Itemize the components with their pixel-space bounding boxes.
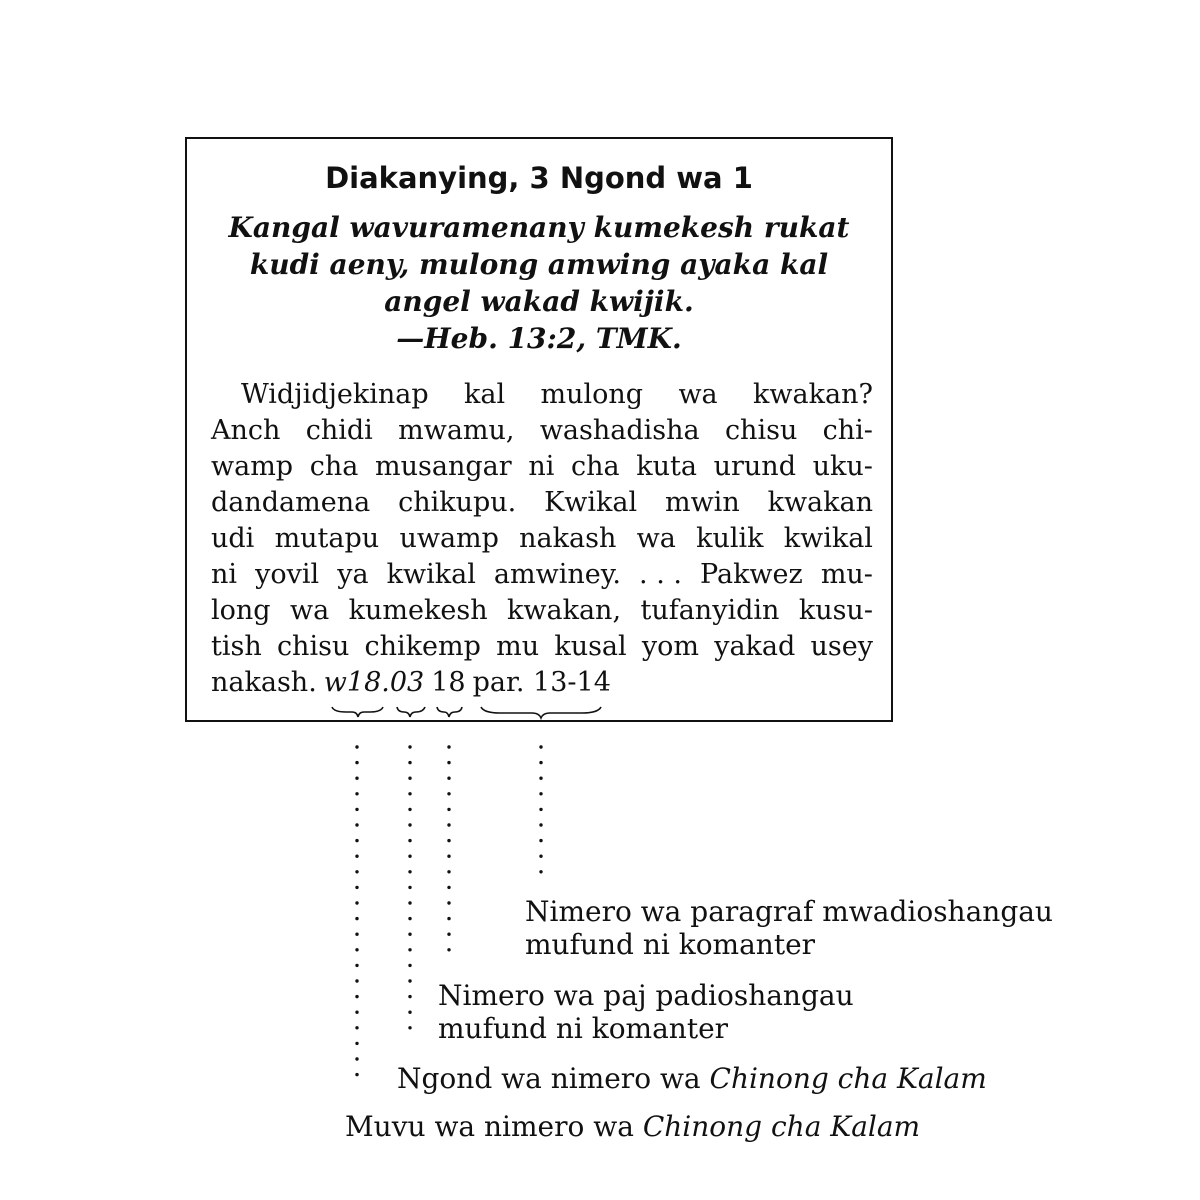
guide-dot [355,917,358,920]
guide-dot [355,964,358,967]
body-word: udi [211,523,255,554]
body-word: tufanyidin [640,595,780,626]
guide-dot [408,1026,411,1029]
body-word: yom [641,631,699,662]
body-word: cha [571,451,620,482]
body-word: wa [678,379,718,410]
guide-dot [355,979,358,982]
body-word: tish [211,631,262,662]
guide-dot [408,823,411,826]
body-word: Pakwez [700,559,803,590]
body-word: usey [810,631,873,662]
guide-dot [447,933,450,936]
body-word: chikupu. [398,487,517,518]
guide-dot [447,855,450,858]
body-word: washadisha [539,415,700,446]
guide-dot [408,886,411,889]
body-word: kwakan, [507,595,622,626]
body-word: dandamena [211,487,371,518]
guide-dot [355,901,358,904]
body-word: wa [290,595,330,626]
body-word: uwamp [399,523,499,554]
verse-line: angel wakad kwijik. [384,285,694,318]
ref-separator: . [381,667,390,698]
dotted-line-page [447,745,450,951]
guide-dot [408,933,411,936]
label-page-number: Nimero wa paj padioshangau mufund ni komanter [438,979,854,1045]
body-word: ni [528,451,555,482]
guide-dot [447,761,450,764]
body-word: wa [636,523,676,554]
body-word: . . . [639,559,682,590]
verse-line: Kangal wavuramenany kumekesh rukat [228,211,850,244]
body-word: kuta [636,451,697,482]
body-word: chisu [724,415,798,446]
guide-dot [355,823,358,826]
guide-dot [355,1042,358,1045]
guide-dot [355,777,358,780]
guide-dot [447,901,450,904]
guide-dot [539,855,542,858]
body-word: urund [713,451,796,482]
guide-dot [355,933,358,936]
verse-citation: —Heb. 13:2, TMK. [396,322,682,355]
guide-dot [355,792,358,795]
body-word: ya [337,559,369,590]
body-word: kulik [696,523,764,554]
body-word: Kwikal [544,487,638,518]
label-issue-month: Ngond wa nimero wa Chinong cha Kalam [397,1062,987,1095]
body-last-word: nakash. [211,667,317,698]
body-word: nakash [519,523,617,554]
dotted-line-issue [408,745,411,1029]
label-issue-year: Muvu wa nimero wa Chinong cha Kalam [345,1110,921,1143]
body-word: chisu [276,631,350,662]
brace-paragraphs [481,707,601,718]
body-word: mu- [820,559,873,590]
guide-dot [408,964,411,967]
guide-dot [539,761,542,764]
ref-issue: 03 [389,667,425,698]
body-word: amwiney. [493,559,621,590]
body-word: mwamu, [398,415,515,446]
guide-dot [447,745,450,748]
guide-dot [408,901,411,904]
guide-dot [447,823,450,826]
guide-dot [539,839,542,842]
guide-dot [355,1026,358,1029]
guide-dot [539,777,542,780]
body-word: chikemp [364,631,481,662]
body-word: chidi [305,415,373,446]
dotted-line-year [355,745,358,1076]
guide-dot [408,979,411,982]
guide-dot [539,823,542,826]
guide-dot [447,777,450,780]
guide-dot [355,745,358,748]
guide-dot [408,808,411,811]
guide-dot [408,917,411,920]
body-word: kusu- [798,595,873,626]
body-word: cha [309,451,359,482]
guide-dot [539,745,542,748]
body-word: mulong [540,379,644,410]
body-word: kwikal [386,559,476,590]
guide-dot [447,917,450,920]
guide-dot [408,839,411,842]
ref-page: 18 [431,667,466,698]
guide-dot [539,808,542,811]
guide-dot [355,1057,358,1060]
guide-dot [408,777,411,780]
body-word: mu [496,631,540,662]
guide-dot [447,792,450,795]
guide-dot [355,886,358,889]
guide-dot [355,995,358,998]
guide-dot [447,870,450,873]
body-word: mwin [664,487,740,518]
guide-dot [447,886,450,889]
brace-issue [397,707,425,717]
ref-paragraphs: par. 13-14 [472,667,611,698]
guide-dot [355,948,358,951]
body-word: mutapu [274,523,380,554]
guide-dot [447,839,450,842]
guide-dot [355,808,358,811]
guide-dot [447,808,450,811]
guide-dot [408,855,411,858]
body-word: kumekesh [348,595,488,626]
body-word: ni [211,559,238,590]
ref-magazine: w18 [323,667,382,698]
label-paragraph-number: Nimero wa paragraf mwadioshangau mufund ni komanter [525,895,1053,961]
body-word: kal [464,379,506,410]
guide-dot [408,995,411,998]
guide-dot [408,761,411,764]
body-word: yakad [714,631,796,662]
body-word: wamp [211,451,294,482]
brace-magazine [332,707,383,717]
guide-dot [355,1011,358,1014]
guide-dot [355,870,358,873]
guide-dot [355,839,358,842]
guide-dot [355,761,358,764]
body-word: yovil [255,559,320,590]
body-word: Anch [211,415,281,446]
guide-dot [408,948,411,951]
verse-line: kudi aeny, mulong amwing ayaka kal [249,248,829,281]
guide-dot [355,855,358,858]
guide-dot [408,1011,411,1014]
body-word: long [211,595,271,626]
body-word: kwakan? [753,379,873,410]
guide-dot [539,792,542,795]
brace-page [437,707,462,717]
guide-dot [355,1073,358,1076]
guide-dot [447,948,450,951]
body-word: musangar [375,451,512,482]
guide-dot [408,792,411,795]
guide-dot [408,745,411,748]
body-word: kusal [554,631,627,662]
body-word: uku- [812,451,873,482]
body-word: chi- [822,415,873,446]
body-word: Widjidjekinap [241,379,429,410]
daily-text-date: Diakanying, 3 Ngond wa 1 [325,161,753,195]
guide-dot [539,870,542,873]
body-word: kwikal [783,523,873,554]
body-word: kwakan [767,487,873,518]
dotted-line-paragraph [539,745,542,873]
guide-dot [408,870,411,873]
